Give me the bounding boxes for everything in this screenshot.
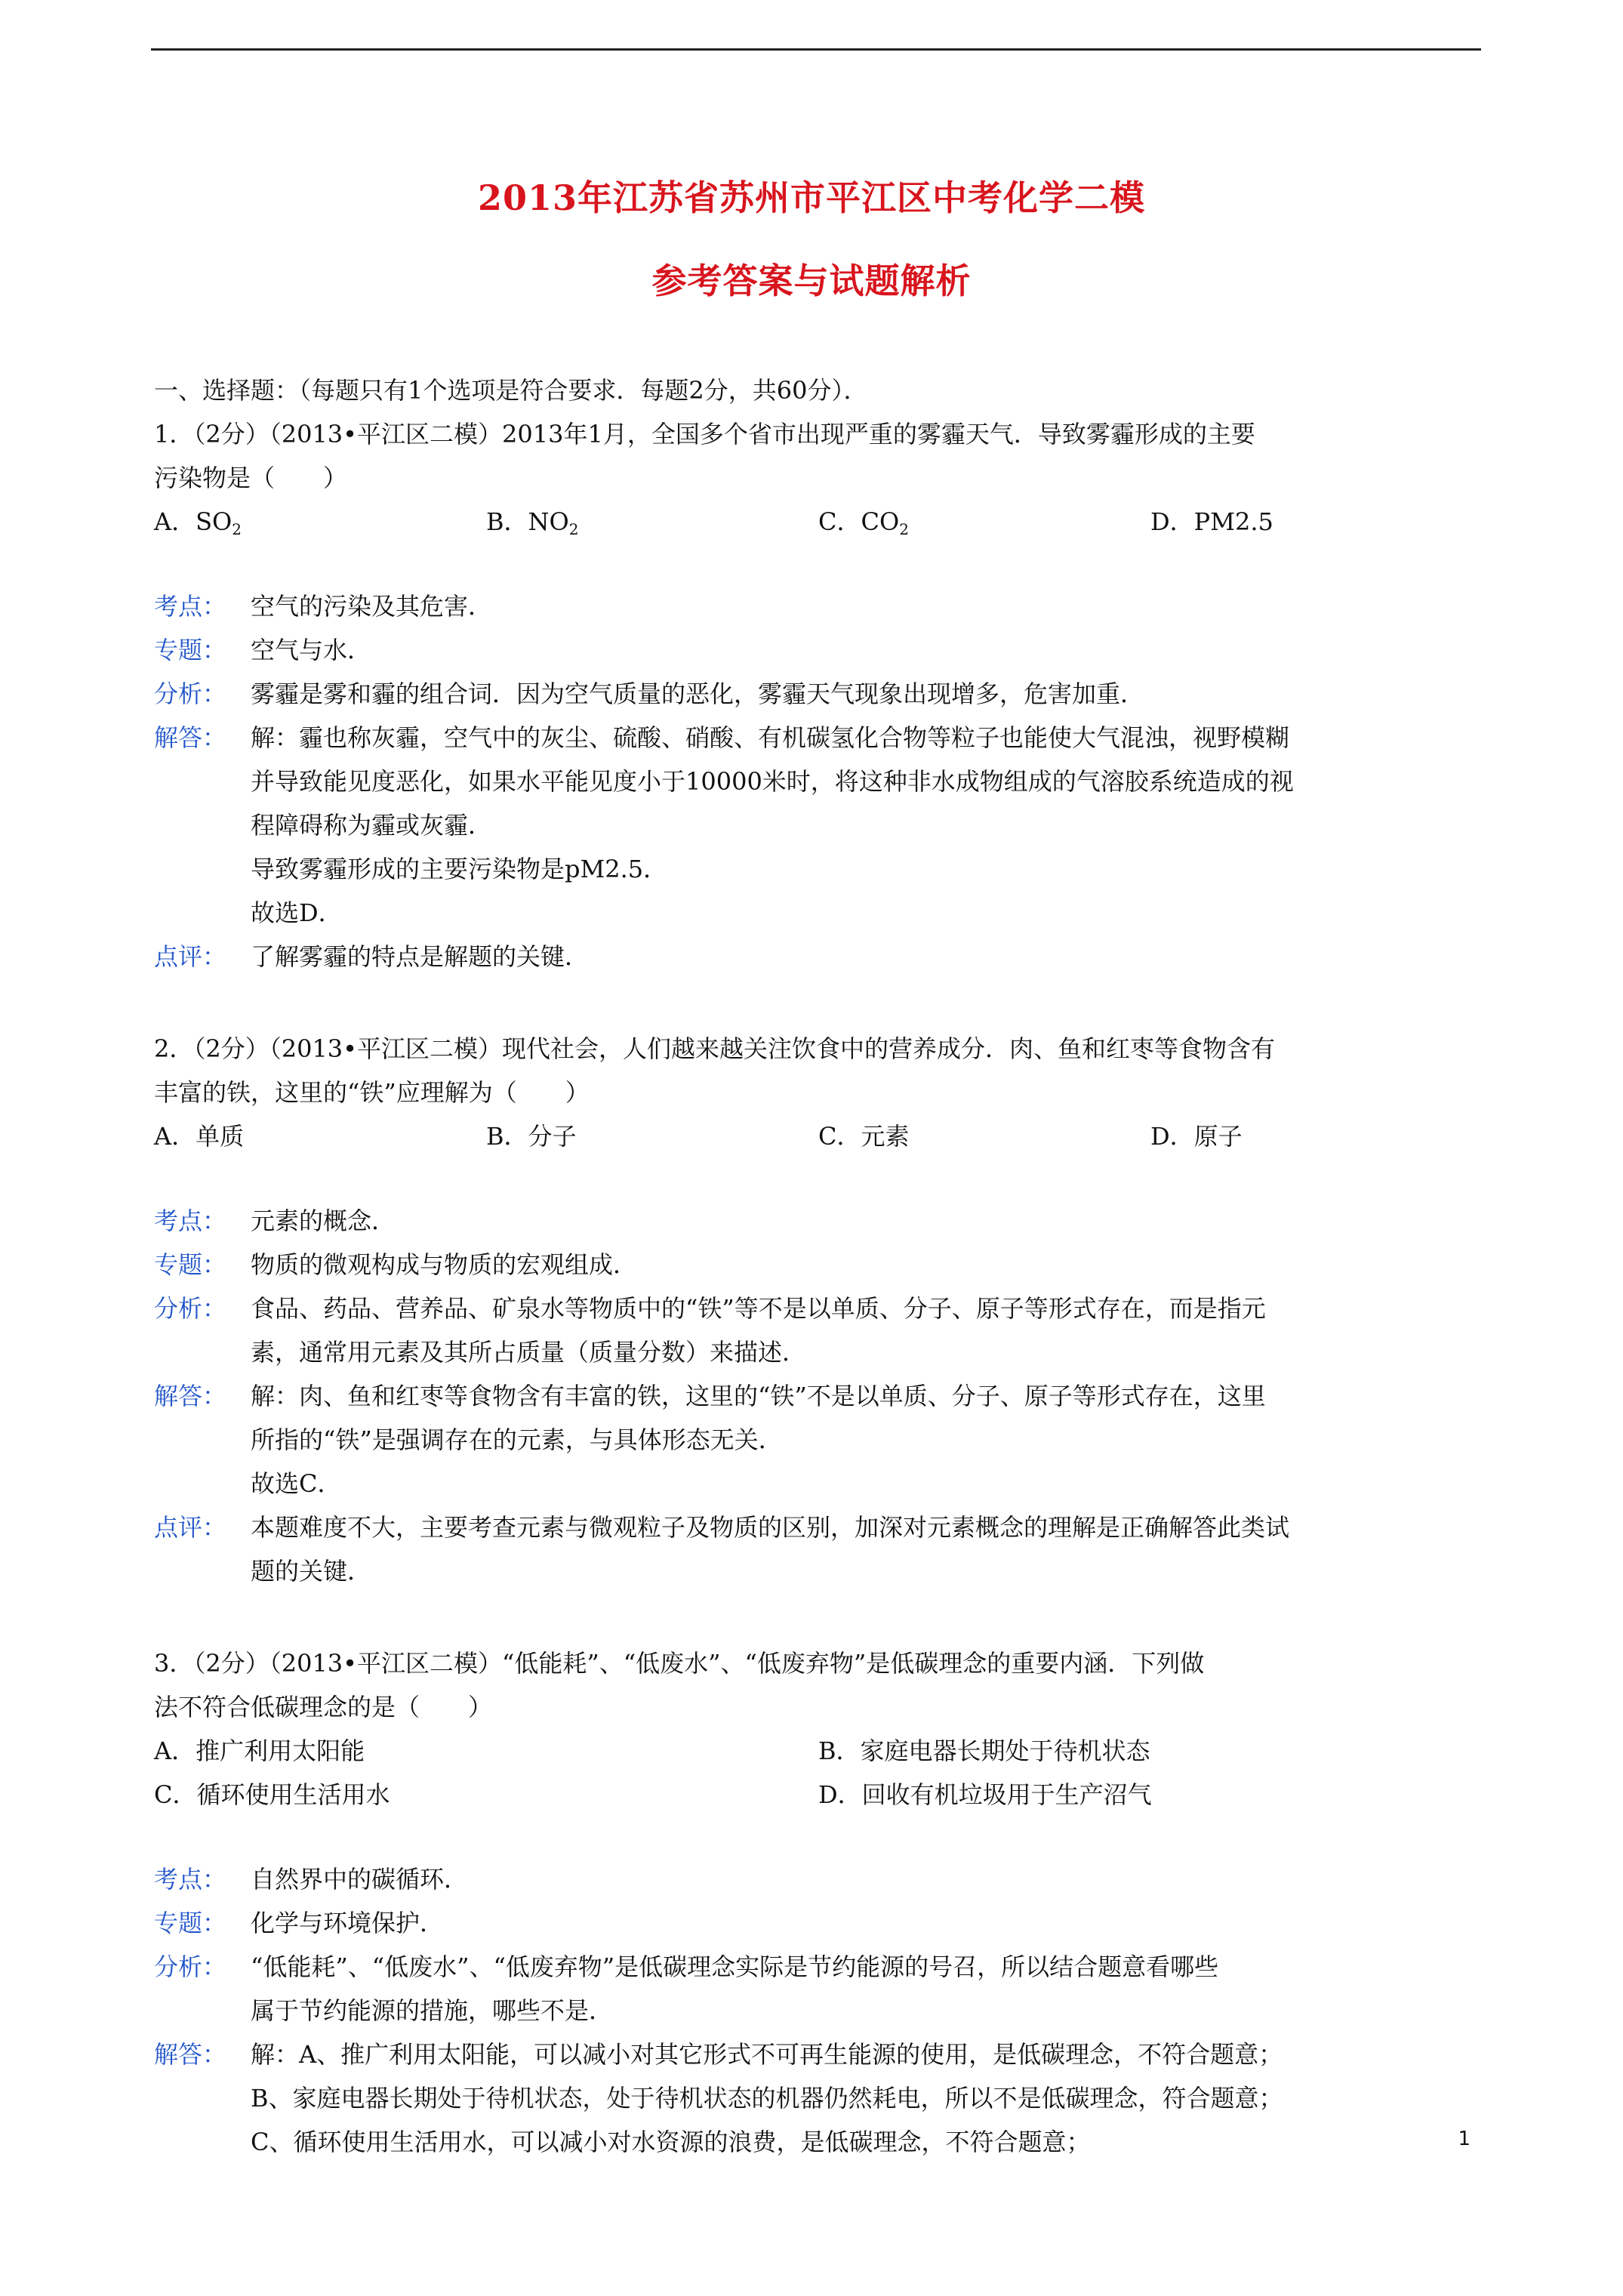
options-row xyxy=(154,500,1483,544)
jieda-text: 导致雾霾形成的主要污染物是pM2.5． xyxy=(251,855,668,883)
question-stem-line: 2．（2分）（2013•平江区二模）现代社会，人们越来越关注饮食中的营养成分．肉、鱼和红枣等食物含有 xyxy=(154,1034,1276,1063)
fenxi-label: 分析： xyxy=(154,1952,227,1981)
fenxi-text: “低能耗”、“低废水”、“低废弃物”是低碳理念实际是节约能源的号召，所以结合题意看哪些 xyxy=(251,1952,1219,1981)
dianping-text: 了解雾霾的特点是解题的关键． xyxy=(251,942,590,971)
option-text: D．PM2.5 xyxy=(1150,507,1273,536)
dianping-text: 题的关键． xyxy=(251,1557,372,1586)
option-text: C．CO xyxy=(818,507,900,536)
zhuanti-label: 专题： xyxy=(154,1909,227,1937)
fenxi-row xyxy=(154,1287,1483,1374)
analysis-block xyxy=(154,1857,1483,2164)
options-row xyxy=(154,1114,1483,1158)
option-d: D．原子 xyxy=(1150,1122,1243,1151)
question-stem-line: 法不符合低碳理念的是（ ） xyxy=(154,1693,493,1721)
option-a xyxy=(154,500,486,544)
subscript: 2 xyxy=(232,520,242,538)
header-rule xyxy=(151,48,1481,51)
kaodian-text: 元素的概念． xyxy=(251,1207,396,1235)
option-d xyxy=(1150,500,1483,544)
jieda-text: 所指的“铁”是强调存在的元素，与具体形态无关． xyxy=(251,1425,783,1454)
jieda-text: 解：肉、鱼和红枣等食物含有丰富的铁，这里的“铁”不是以单质、分子、原子等形式存在，这里 xyxy=(251,1382,1266,1410)
dianping-label: 点评： xyxy=(154,942,227,971)
kaodian-label: 考点： xyxy=(154,1865,227,1894)
options-row xyxy=(154,1729,1483,1773)
dianping-label: 点评： xyxy=(154,1513,227,1542)
option-text: A．SO xyxy=(154,507,233,536)
kaodian-text: 自然界中的碳循环． xyxy=(251,1865,469,1894)
dianping-row xyxy=(154,935,1483,978)
analysis-block xyxy=(154,1199,1483,1593)
zhuanti-label: 专题： xyxy=(154,636,227,664)
page-number: 1 xyxy=(1458,2128,1471,2150)
fenxi-text: 素，通常用元素及其所占质量（质量分数）来描述． xyxy=(251,1338,807,1367)
zhuanti-row xyxy=(154,628,1483,672)
jieda-text: 并导致能见度恶化，如果水平能见度小于10000米时，将这种非水成物组成的气溶胶系统造成的视 xyxy=(251,767,1294,796)
option-c: C．元素 xyxy=(818,1122,910,1151)
question-3 xyxy=(154,1641,1483,2164)
question-1 xyxy=(154,412,1483,978)
question-2 xyxy=(154,1027,1483,1593)
kaodian-row xyxy=(154,584,1483,628)
jieda-text: B、家庭电器长期处于待机状态，处于待机状态的机器仍然耗电，所以不是低碳理念，符合题意； xyxy=(251,2084,1283,2113)
page-content xyxy=(154,368,1483,2164)
jieda-text: 解：A、推广利用太阳能，可以减小对其它形式不可再生能源的使用，是低碳理念，不符合题意； xyxy=(251,2040,1283,2069)
subscript: 2 xyxy=(568,520,579,538)
jieda-text: 故选C． xyxy=(251,1469,342,1498)
question-stem-line: 污染物是（ ） xyxy=(154,464,348,492)
subscript: 2 xyxy=(899,520,909,538)
option-b: B．分子 xyxy=(486,1122,577,1151)
option-a: A．单质 xyxy=(154,1122,245,1151)
fenxi-label: 分析： xyxy=(154,1294,227,1323)
jieda-text: 故选D． xyxy=(251,898,343,927)
section-heading: 一、选择题：（每题只有1个选项是符合要求．每题2分，共60分）． xyxy=(154,376,868,405)
option-b: B．家庭电器长期处于待机状态 xyxy=(818,1737,1150,1765)
fenxi-text: 属于节约能源的措施，哪些不是． xyxy=(251,1996,614,2025)
jieda-row xyxy=(154,716,1483,935)
zhuanti-text: 化学与环境保护． xyxy=(251,1909,445,1937)
jieda-label: 解答： xyxy=(154,1382,227,1410)
dianping-row xyxy=(154,1505,1483,1593)
fenxi-text: 食品、药品、营养品、矿泉水等物质中的“铁”等不是以单质、分子、原子等形式存在，而是指元 xyxy=(251,1294,1266,1323)
option-a: A．推广利用太阳能 xyxy=(154,1737,365,1765)
jieda-text: 程障碍称为霾或灰霾． xyxy=(251,811,493,840)
fenxi-row xyxy=(154,672,1483,716)
zhuanti-row xyxy=(154,1901,1483,1945)
jieda-text: 解：霾也称灰霾，空气中的灰尘、硫酸、硝酸、有机碳氢化合物等粒子也能使大气混浊，视野模糊 xyxy=(251,723,1290,752)
option-c xyxy=(818,500,1150,544)
jieda-label: 解答： xyxy=(154,723,227,752)
jieda-label: 解答： xyxy=(154,2040,227,2069)
dianping-text: 本题难度不大，主要考查元素与微观粒子及物质的区别，加深对元素概念的理解是正确解答此类试 xyxy=(251,1513,1290,1542)
document-subtitle: 参考答案与试题解析 xyxy=(651,260,972,301)
question-stem-line: 1．（2分）（2013•平江区二模）2013年1月，全国多个省市出现严重的雾霾天气．导致雾霾形成的主要 xyxy=(154,420,1255,448)
option-d: D．回收有机垃圾用于生产沼气 xyxy=(818,1780,1152,1809)
kaodian-row xyxy=(154,1199,1483,1243)
jieda-row xyxy=(154,2032,1483,2164)
document-title: 2013年江苏省苏州市平江区中考化学二模 xyxy=(477,177,1146,218)
zhuanti-text: 物质的微观构成与物质的宏观组成． xyxy=(251,1250,638,1279)
kaodian-label: 考点： xyxy=(154,1207,227,1235)
analysis-block xyxy=(154,584,1483,978)
zhuanti-label: 专题： xyxy=(154,1250,227,1279)
jieda-text: C、循环使用生活用水，可以减小对水资源的浪费，是低碳理念，不符合题意； xyxy=(251,2128,1091,2156)
fenxi-text: 雾霾是雾和霾的组合词．因为空气质量的恶化，雾霾天气现象出现增多，危害加重． xyxy=(251,680,1145,708)
options-row xyxy=(154,1773,1483,1817)
zhuanti-text: 空气与水． xyxy=(251,636,372,664)
kaodian-text: 空气的污染及其危害． xyxy=(251,592,493,621)
option-text: B．NO xyxy=(486,507,569,536)
option-b xyxy=(486,500,818,544)
question-stem-line: 丰富的铁，这里的“铁”应理解为（ ） xyxy=(154,1078,590,1107)
kaodian-row xyxy=(154,1857,1483,1901)
fenxi-label: 分析： xyxy=(154,680,227,708)
option-c: C．循环使用生活用水 xyxy=(154,1780,390,1809)
kaodian-label: 考点： xyxy=(154,592,227,621)
zhuanti-row xyxy=(154,1243,1483,1287)
jieda-row xyxy=(154,1374,1483,1505)
fenxi-row xyxy=(154,1945,1483,2032)
question-stem-line: 3．（2分）（2013•平江区二模）“低能耗”、“低废水”、“低废弃物”是低碳理念的重要内涵．下列做 xyxy=(154,1649,1205,1678)
